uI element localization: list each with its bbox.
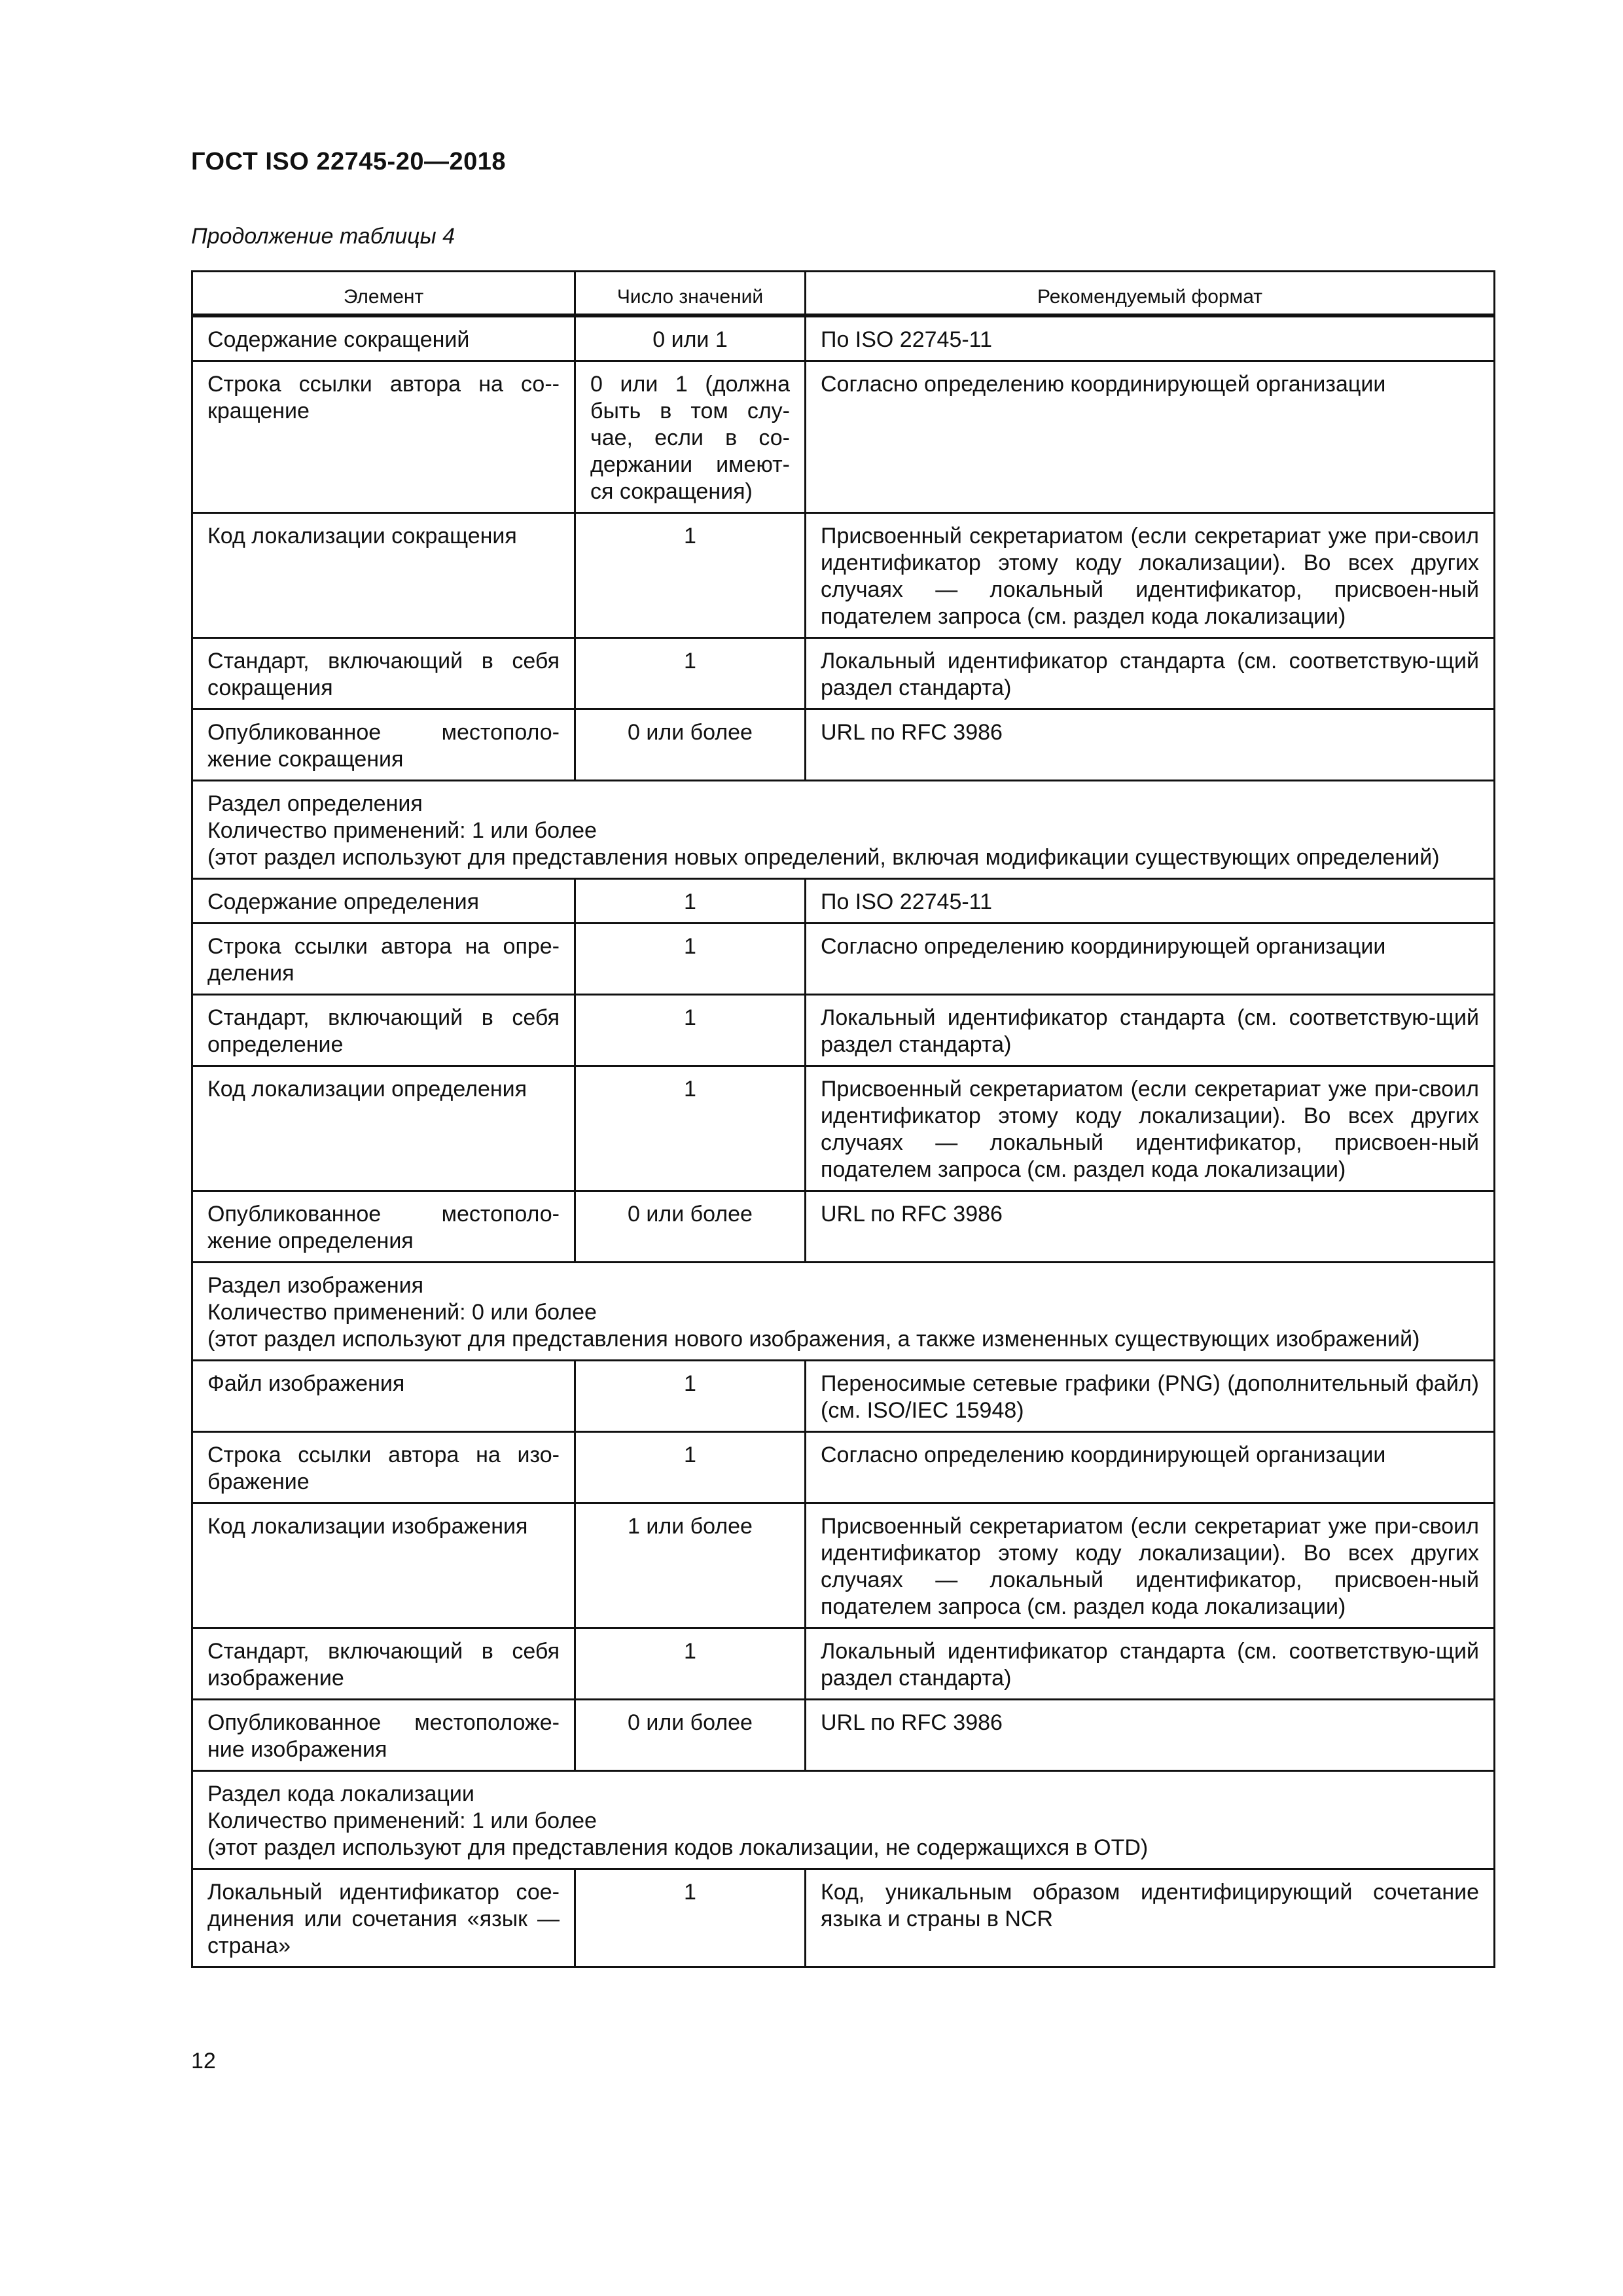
table-row xyxy=(193,1700,1495,1772)
count-cell: 1 xyxy=(576,1433,806,1504)
table-row xyxy=(193,639,1495,710)
table-row xyxy=(193,1433,1495,1504)
element-cell: Локальный идентификатор сое-динения или сочетания «язык — страна» xyxy=(193,1870,576,1968)
count-cell: 0 или 1 xyxy=(576,317,806,362)
section-note: Количество применений: 0 или более xyxy=(207,1300,597,1325)
count-cell: 1 xyxy=(576,1361,806,1433)
format-cell: Согласно определению координирующей организации xyxy=(806,1433,1495,1504)
section-note: (этот раздел используют для представления кодов локализации, не содержащихся в OTD) xyxy=(207,1835,1149,1860)
element-cell: Опубликованное местополо-жение определения xyxy=(193,1192,576,1263)
page-number: 12 xyxy=(191,2049,216,2073)
count-cell: 0 или 1 (должна быть в том слу-чае, если в со-держании имеют-ся сокращения) xyxy=(576,362,806,514)
column-header-element: Элемент xyxy=(193,272,576,317)
format-cell: Локальный идентификатор стандарта (см. соответствую-щий раздел стандарта) xyxy=(806,1629,1495,1700)
format-cell: Согласно определению координирующей организации xyxy=(806,362,1495,514)
count-cell: 1 xyxy=(576,1870,806,1968)
table-row xyxy=(193,317,1495,362)
count-cell: 1 xyxy=(576,924,806,996)
format-cell: URL по RFC 3986 xyxy=(806,1192,1495,1263)
section-note: (этот раздел используют для представления новых определений, включая модификации существующих определений) xyxy=(207,845,1440,870)
element-cell: Строка ссылки автора на изо-бражение xyxy=(193,1433,576,1504)
element-cell: Код локализации изображения xyxy=(193,1504,576,1629)
column-header-format: Рекомендуемый формат xyxy=(806,272,1495,317)
element-cell: Опубликованное местополо-жение сокращения xyxy=(193,710,576,781)
table-continuation-caption: Продолжение таблицы 4 xyxy=(191,224,455,249)
format-cell: Присвоенный секретариатом (если секретариат уже при-своил идентификатор этому коду локализации). Во всех других случаях — локальный идентификатор, присвоен-ный подателем запроса (см. раздел кода локализации) xyxy=(806,1504,1495,1629)
section-note: (этот раздел используют для представления нового изображения, а также измененных существующих изображений) xyxy=(207,1327,1420,1352)
format-cell: Присвоенный секретариатом (если секретариат уже при-своил идентификатор этому коду локализации). Во всех других случаях — локальный идентификатор, присвоен-ный подателем запроса (см. раздел кода локализации) xyxy=(806,514,1495,639)
table-header-row xyxy=(193,272,1495,317)
count-cell: 1 xyxy=(576,880,806,924)
section-title: Раздел определения xyxy=(207,791,423,816)
element-cell: Опубликованное местоположе-ние изображения xyxy=(193,1700,576,1772)
count-cell: 1 xyxy=(576,639,806,710)
table-section-row xyxy=(193,1772,1495,1870)
table-row xyxy=(193,1361,1495,1433)
count-cell: 1 или более xyxy=(576,1504,806,1629)
table-row xyxy=(193,996,1495,1067)
format-cell: Согласно определению координирующей организации xyxy=(806,924,1495,996)
format-cell: URL по RFC 3986 xyxy=(806,710,1495,781)
section-note: Количество применений: 1 или более xyxy=(207,818,597,843)
section-cell xyxy=(193,1772,1495,1870)
table-row xyxy=(193,1192,1495,1263)
table-row xyxy=(193,1870,1495,1968)
section-title: Раздел кода локализации xyxy=(207,1782,474,1806)
column-header-count: Число значений xyxy=(576,272,806,317)
element-cell: Строка ссылки автора на опре-деления xyxy=(193,924,576,996)
count-cell: 0 или более xyxy=(576,710,806,781)
element-cell: Строка ссылки автора на со-кращение xyxy=(193,362,576,514)
spec-table xyxy=(191,270,1495,1968)
table-row xyxy=(193,362,1495,514)
format-cell: Код, уникальным образом идентифицирующий сочетание языка и страны в NCR xyxy=(806,1870,1495,1968)
count-cell: 0 или более xyxy=(576,1700,806,1772)
format-cell: URL по RFC 3986 xyxy=(806,1700,1495,1772)
table-row xyxy=(193,710,1495,781)
table-body xyxy=(193,317,1495,1968)
format-cell: По ISO 22745-11 xyxy=(806,317,1495,362)
table-row xyxy=(193,1629,1495,1700)
table-row xyxy=(193,1504,1495,1629)
format-cell: Локальный идентификатор стандарта (см. соответствую-щий раздел стандарта) xyxy=(806,639,1495,710)
element-cell: Содержание сокращений xyxy=(193,317,576,362)
count-cell: 1 xyxy=(576,1067,806,1192)
format-cell: Присвоенный секретариатом (если секретариат уже при-своил идентификатор этому коду локализации). Во всех других случаях — локальный идентификатор, присвоен-ный подателем запроса (см. раздел кода локализации) xyxy=(806,1067,1495,1192)
table-row xyxy=(193,924,1495,996)
element-cell: Стандарт, включающий в себя сокращения xyxy=(193,639,576,710)
element-cell: Код локализации сокращения xyxy=(193,514,576,639)
table-row xyxy=(193,880,1495,924)
count-cell: 1 xyxy=(576,1629,806,1700)
table-row xyxy=(193,1067,1495,1192)
section-title: Раздел изображения xyxy=(207,1273,424,1298)
format-cell: По ISO 22745-11 xyxy=(806,880,1495,924)
format-cell: Локальный идентификатор стандарта (см. соответствую-щий раздел стандарта) xyxy=(806,996,1495,1067)
element-cell: Стандарт, включающий в себя изображение xyxy=(193,1629,576,1700)
section-cell xyxy=(193,781,1495,880)
element-cell: Файл изображения xyxy=(193,1361,576,1433)
document-title: ГОСТ ISO 22745-20—2018 xyxy=(191,148,507,175)
table-section-row xyxy=(193,1263,1495,1361)
element-cell: Стандарт, включающий в себя определение xyxy=(193,996,576,1067)
count-cell: 1 xyxy=(576,514,806,639)
count-cell: 0 или более xyxy=(576,1192,806,1263)
table-row xyxy=(193,514,1495,639)
element-cell: Содержание определения xyxy=(193,880,576,924)
section-note: Количество применений: 1 или более xyxy=(207,1808,597,1833)
element-cell: Код локализации определения xyxy=(193,1067,576,1192)
format-cell: Переносимые сетевые графики (PNG) (дополнительный файл) (см. ISO/IEC 15948) xyxy=(806,1361,1495,1433)
table-section-row xyxy=(193,781,1495,880)
count-cell: 1 xyxy=(576,996,806,1067)
section-cell xyxy=(193,1263,1495,1361)
